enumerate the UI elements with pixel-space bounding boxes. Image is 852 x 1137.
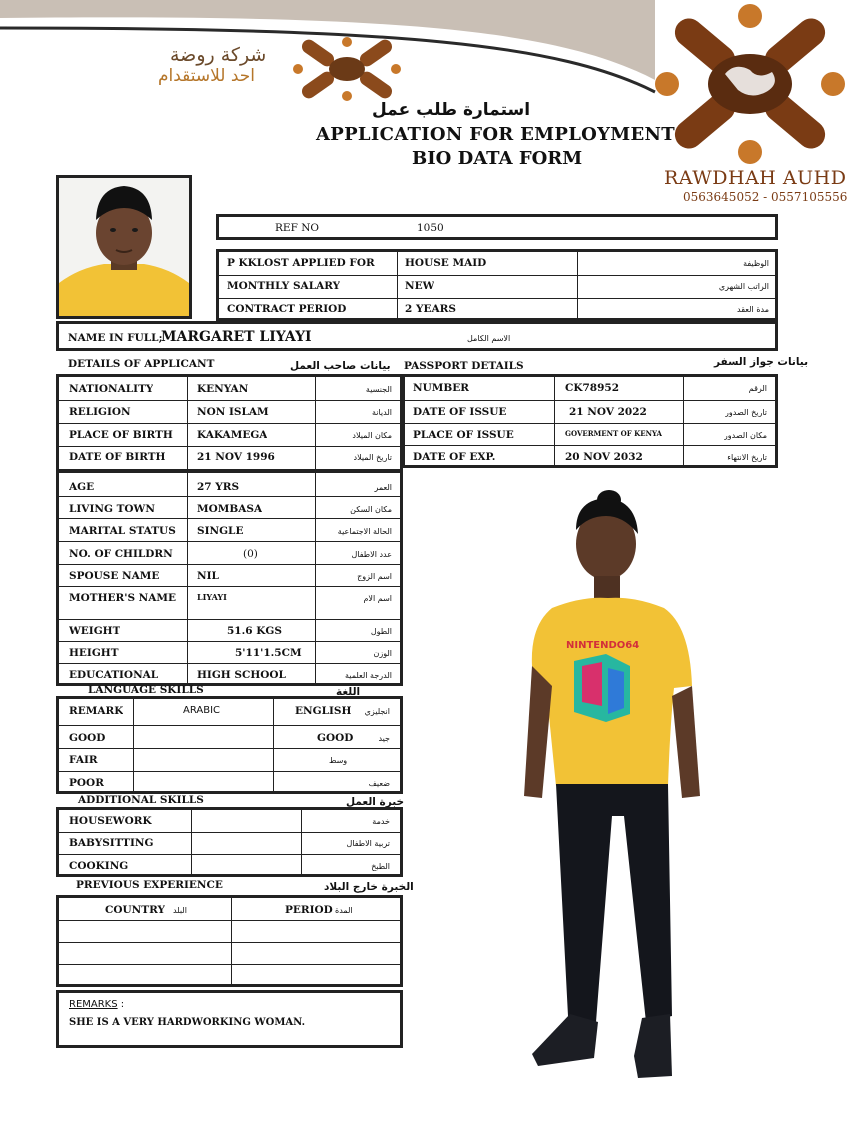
job-value-0: HOUSE MAID: [405, 257, 487, 269]
applicant2-label-8: EDUCATIONAL: [69, 669, 159, 681]
language-heading: LANGUAGE SKILLS: [88, 684, 204, 696]
job-label-2: CONTRACT PERIOD: [227, 303, 347, 315]
passport-value-2: GOVERMENT OF KENYA: [565, 429, 662, 438]
applicant2-label-5: MOTHER'S NAME: [69, 592, 177, 604]
form-title: APPLICATION FOR EMPLOYMENT: [316, 124, 675, 145]
applicant2-label-2: MARITAL STATUS: [69, 525, 176, 537]
applicant-heading: DETAILS OF APPLICANT: [68, 358, 215, 370]
applicant2-value-5: LIYAYI: [197, 592, 227, 602]
remarks-colon: :: [117, 999, 125, 1010]
language-header-arabic: ARABIC: [183, 705, 221, 716]
brand-name: RAWDHAH AUHD: [664, 167, 847, 189]
remarks-label-wrap: [69, 999, 124, 1010]
applicant-value-0: KENYAN: [197, 383, 249, 395]
applicant2-label-0: AGE: [69, 481, 95, 493]
passport-label-2: PLACE OF ISSUE: [413, 429, 514, 441]
job-label-0: P KKLOST APPLIED FOR: [227, 257, 375, 269]
language-label-2: POOR: [69, 777, 104, 789]
passport-label-3: DATE OF EXP.: [413, 451, 496, 463]
applicant-value-1: NON ISLAM: [197, 406, 269, 418]
skills-heading: ADDITIONAL SKILLS: [78, 794, 204, 806]
language-header-english-ar: انجليزي: [364, 707, 390, 716]
applicant-ar-2: مكان الميلاد: [352, 431, 392, 440]
experience-heading: PREVIOUS EXPERIENCE: [76, 879, 223, 891]
job-value-1: NEW: [405, 280, 435, 292]
applicant-table-2: [56, 470, 403, 686]
language-heading-ar: اللغة: [336, 686, 361, 698]
experience-heading-ar: الخبرة خارج البلاد: [324, 881, 414, 893]
remarks-text: SHE IS A VERY HARDWORKING WOMAN.: [69, 1017, 306, 1028]
job-value-2: 2 YEARS: [405, 303, 456, 315]
applicant2-ar-2: الحالة الاجتماعية: [337, 527, 392, 536]
applicant2-value-7: 5'11'1.5CM: [235, 647, 302, 659]
applicant2-ar-8: الدرجة العلمية: [345, 671, 392, 680]
company-name-ar-2: احد للاستقدام: [158, 66, 256, 86]
full-name-label: NAME IN FULL;: [68, 332, 163, 344]
remarks-box: [56, 990, 403, 1048]
full-name-box: [56, 321, 778, 351]
applicant2-value-0: 27 YRS: [197, 481, 240, 493]
applicant2-value-2: SINGLE: [197, 525, 244, 537]
skills-label-0: HOUSEWORK: [69, 815, 152, 827]
applicant2-ar-3: عدد الاطفال: [351, 550, 392, 559]
experience-table: [56, 895, 403, 987]
applicant-heading-ar: بيانات صاحب العمل: [290, 360, 391, 372]
applicant2-ar-0: العمر: [374, 483, 392, 492]
applicant2-value-1: MOMBASA: [197, 503, 263, 515]
applicant2-label-3: NO. OF CHILDRN: [69, 548, 173, 560]
language-table: [56, 696, 403, 794]
form-subtitle: BIO DATA FORM: [412, 148, 583, 169]
applicant-full-body-photo: [512, 486, 708, 1084]
passport-label-0: NUMBER: [413, 382, 469, 394]
language-ar-1: وسط: [329, 756, 348, 765]
applicant2-label-4: SPOUSE NAME: [69, 570, 160, 582]
language-header-remark: REMARK: [69, 705, 124, 717]
skills-ar-2: الطبخ: [371, 862, 390, 871]
passport-heading: PASSPORT DETAILS: [404, 360, 524, 372]
applicant2-ar-7: الوزن: [373, 649, 392, 658]
passport-ar-2: مكان الصدور: [723, 431, 767, 440]
passport-value-1: 21 NOV 2022: [569, 406, 647, 418]
passport-ar-0: الرقم: [748, 384, 767, 393]
applicant-value-2: KAKAMEGA: [197, 429, 268, 441]
job-ar-0: الوظيفة: [743, 259, 769, 268]
passport-heading-ar: بيانات جواز السفر: [714, 356, 809, 368]
passport-value-0: CK78952: [565, 382, 620, 394]
applicant2-label-7: HEIGHT: [69, 647, 119, 659]
remarks-label: REMARKS: [69, 999, 118, 1010]
experience-col-period-ar: المدة: [335, 906, 353, 915]
full-name-value: MARGARET LIYAYI: [161, 329, 312, 345]
job-table: [216, 249, 778, 321]
job-ar-2: مدة العقد: [737, 305, 769, 314]
language-english-0: GOOD: [317, 732, 354, 744]
job-label-1: MONTHLY SALARY: [227, 280, 341, 292]
skills-ar-1: تربية الاطفال: [346, 839, 390, 848]
applicant-label-1: RELIGION: [69, 406, 131, 418]
passport-table: [402, 374, 778, 468]
experience-col-country-ar: البلد: [173, 906, 187, 915]
applicant-ar-3: تاريخ الميلاد: [353, 453, 392, 462]
applicant-label-0: NATIONALITY: [69, 383, 154, 395]
ref-label: REF NO: [275, 222, 319, 234]
skills-table: [56, 807, 403, 877]
language-ar-2: ضعيف: [368, 779, 390, 788]
applicant2-ar-6: الطول: [370, 627, 392, 636]
applicant-label-2: PLACE OF BIRTH: [69, 429, 173, 441]
applicant2-value-8: HIGH SCHOOL: [197, 669, 286, 681]
skills-label-1: BABYSITTING: [69, 837, 154, 849]
passport-ar-1: تاريخ الصدور: [725, 408, 767, 417]
applicant2-label-6: WEIGHT: [69, 625, 121, 637]
skills-label-2: COOKING: [69, 860, 129, 872]
applicant-label-3: DATE OF BIRTH: [69, 451, 166, 463]
rawdhah-logo: [655, 2, 845, 167]
applicant-value-3: 21 NOV 1996: [197, 451, 275, 463]
title-arabic: استمارة طلب عمل: [372, 100, 531, 120]
experience-col-period: PERIOD: [285, 904, 333, 916]
language-label-0: GOOD: [69, 732, 106, 744]
applicant2-value-3: (0): [243, 548, 258, 560]
language-ar-0: جيد: [378, 734, 390, 743]
job-ar-1: الراتب الشهري: [718, 282, 769, 291]
passport-value-3: 20 NOV 2032: [565, 451, 643, 463]
language-label-1: FAIR: [69, 754, 98, 766]
applicant-ar-1: الديانة: [371, 408, 392, 417]
brand-phones: 0563645052 - 0557105556: [683, 190, 848, 204]
ref-box: [216, 214, 778, 240]
experience-col-country: COUNTRY: [105, 904, 165, 916]
company-name-ar-1: شركة روضة: [170, 44, 267, 66]
applicant-ar-0: الجنسية: [365, 385, 392, 394]
applicant-headshot: [56, 175, 192, 319]
applicant2-ar-1: مكان السكن: [350, 505, 392, 514]
skills-ar-0: خدمة: [372, 817, 390, 826]
svg-text:NINTENDO64: NINTENDO64: [566, 640, 640, 651]
applicant2-ar-4: اسم الزوج: [357, 572, 392, 581]
applicant2-label-1: LIVING TOWN: [69, 503, 155, 515]
applicant2-ar-5: اسم الام: [363, 594, 392, 603]
full-name-ar: الاسم الكامل: [467, 334, 511, 343]
ref-value: 1050: [417, 222, 444, 234]
passport-label-1: DATE OF ISSUE: [413, 406, 507, 418]
passport-ar-3: تاريخ الانتهاء: [727, 453, 767, 462]
applicant2-value-4: NIL: [197, 570, 219, 582]
applicant2-value-6: 51.6 KGS: [227, 625, 282, 637]
applicant-table: [56, 374, 403, 472]
skills-heading-ar: خبرة العمل: [346, 796, 405, 808]
language-header-english: ENGLISH: [295, 705, 352, 717]
company-logo-small: [292, 36, 402, 102]
